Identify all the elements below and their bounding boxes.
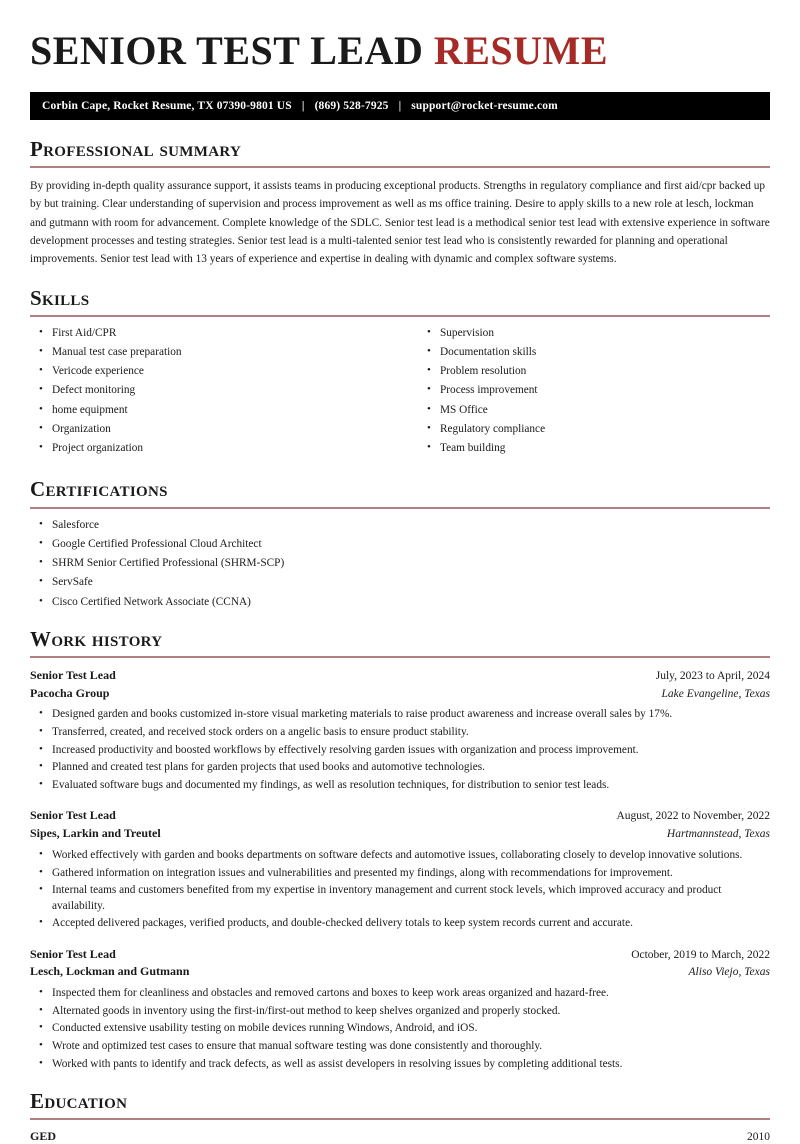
education-entry xyxy=(30,1129,770,1144)
job-location: Aliso Viejo, Texas xyxy=(688,966,770,979)
skills-list-left xyxy=(30,326,400,457)
job-company: Sipes, Larkin and Treutel xyxy=(30,826,161,841)
list-item: • Conducted extensive usability testing on mobile devices running Windows, Android, and iOS. xyxy=(30,1021,770,1036)
section-heading-certifications: Certifications xyxy=(30,477,168,502)
section-skills xyxy=(30,287,770,461)
section-professional-summary xyxy=(30,138,770,269)
list-item: • Regulatory compliance xyxy=(418,422,770,437)
list-item: • Team building xyxy=(418,441,770,456)
list-item: • Project organization xyxy=(30,441,400,456)
list-item: • Problem resolution xyxy=(418,364,770,379)
contact-phone[interactable]: (869) 528-7925 xyxy=(314,100,389,112)
list-item: • Transferred, created, and received stock orders on a angelic basis to ensure product stability. xyxy=(30,725,770,740)
job-title: Senior Test Lead xyxy=(30,808,116,823)
job-company-row xyxy=(30,963,770,981)
list-item: • Defect monitoring xyxy=(30,383,400,398)
education-degree: GED xyxy=(30,1129,57,1144)
section-heading-work-history: Work history xyxy=(30,626,163,651)
contact-separator-2: | xyxy=(398,100,402,112)
job-responsibilities xyxy=(30,986,770,1072)
certifications-list xyxy=(30,518,770,610)
job-location: Hartmannstead, Texas xyxy=(666,828,770,841)
skills-columns xyxy=(30,326,770,461)
list-item: • Planned and created test plans for garden projects that used books and automotive technologies. xyxy=(30,760,770,775)
work-history-entry xyxy=(30,807,770,931)
list-item: • Documentation skills xyxy=(418,345,770,360)
job-location: Lake Evangeline, Texas xyxy=(661,687,770,700)
job-company-row xyxy=(30,685,770,703)
list-item: • First Aid/CPR xyxy=(30,326,400,341)
job-title: Senior Test Lead xyxy=(30,946,116,961)
job-dates: July, 2023 to April, 2024 xyxy=(655,669,770,682)
section-heading-professional-summary: Professional summary xyxy=(30,137,242,161)
list-item: • Cisco Certified Network Associate (CCNA) xyxy=(30,595,770,610)
skills-column-right xyxy=(400,326,770,461)
resume-content xyxy=(0,28,800,1144)
section-education xyxy=(30,1090,770,1144)
list-item: • Organization xyxy=(30,422,400,437)
skills-list-right xyxy=(418,326,770,457)
section-divider xyxy=(30,315,770,317)
list-item: • ServSafe xyxy=(30,575,770,590)
list-item: • Inspected them for cleanliness and obstacles and removed cartons and boxes to keep work areas organized and hazard-free. xyxy=(30,986,770,1001)
job-dates: October, 2019 to March, 2022 xyxy=(631,948,770,961)
work-history-entry xyxy=(30,946,770,1073)
section-divider xyxy=(30,656,770,658)
contact-email[interactable]: support@rocket-resume.com xyxy=(411,100,558,112)
resume-page xyxy=(0,28,800,1144)
list-item: • Wrote and optimized test cases to ensure that manual software testing was done consistently and thoroughly. xyxy=(30,1039,770,1054)
list-item: • home equipment xyxy=(30,403,400,418)
section-heading-skills: Skills xyxy=(30,285,90,310)
list-item: • Google Certified Professional Cloud Architect xyxy=(30,537,770,552)
professional-summary-text: By providing in-depth quality assurance support, it assists teams in producing exceptional products. Strengths in regulatory compliance and first aid/cpr backed up by but training. Clear understanding of supervision and process improvement as well as ms office training. Desire to apply skills to a new role at lesch, lockman and gutmann with room for advancement. Complete knowledge of the SDLC. Senior test lead is a methodical senior test lead with extensive experience in software development processes and testing strategies. Senior test lead is a multi-talented senior test lead who is consistently rewarded for planning and operational improvements. Senior test lead with 13 years of experience and expertise in dealing with dynamic and complex software systems. xyxy=(30,180,770,266)
list-item: • Manual test case preparation xyxy=(30,345,400,360)
job-company-row xyxy=(30,825,770,843)
list-item: • SHRM Senior Certified Professional (SHRM-SCP) xyxy=(30,556,770,571)
job-header-row xyxy=(30,807,770,825)
job-dates: August, 2022 to November, 2022 xyxy=(616,810,770,823)
list-item: • Increased productivity and boosted workflows by effectively resolving garden issues with organization and process improvement. xyxy=(30,743,770,758)
list-item: • Accepted delivered packages, verified products, and double-checked delivery totals to keep system records current and accurate. xyxy=(30,916,770,931)
list-item: • Worked with pants to identify and track defects, as well as assist developers in resolving issues by completing additional tests. xyxy=(30,1057,770,1072)
list-item: • Process improvement xyxy=(418,383,770,398)
list-item: • MS Office xyxy=(418,403,770,418)
contact-bar xyxy=(30,92,770,120)
resume-word-accent: RESUME xyxy=(433,28,608,73)
contact-address: Corbin Cape, Rocket Resume, TX 07390-9801 US xyxy=(42,100,292,112)
job-responsibilities xyxy=(30,848,770,932)
education-year: 2010 xyxy=(747,1131,770,1144)
job-company: Pacocha Group xyxy=(30,685,110,700)
job-header-row xyxy=(30,946,770,964)
section-heading-education: Education xyxy=(30,1089,128,1114)
job-company: Lesch, Lockman and Gutmann xyxy=(30,964,190,979)
job-header-row xyxy=(30,667,770,685)
work-history-entry xyxy=(30,667,770,794)
section-divider xyxy=(30,507,770,509)
list-item: • Supervision xyxy=(418,326,770,341)
list-item: • Alternated goods in inventory using the first-in/first-out method to keep shelves organized and properly stocked. xyxy=(30,1004,770,1019)
page-title xyxy=(30,28,770,74)
list-item: • Worked effectively with garden and books departments on software defects and automotive issues, collaborating closely to develop innovative solutions. xyxy=(30,848,770,863)
skills-column-left xyxy=(30,326,400,461)
contact-separator-1: | xyxy=(301,100,305,112)
list-item: • Gathered information on integration issues and vulnerabilities and presented my findings, along with recommendations for improvement. xyxy=(30,866,770,881)
section-divider xyxy=(30,166,770,168)
section-certifications xyxy=(30,478,770,609)
job-title: Senior Test Lead xyxy=(30,667,116,682)
list-item: • Salesforce xyxy=(30,518,770,533)
job-responsibilities xyxy=(30,707,770,793)
resume-name: SENIOR TEST LEAD xyxy=(30,28,424,73)
list-item: • Internal teams and customers benefited from my expertise in inventory management and current stock levels, which improved accuracy and product availability. xyxy=(30,883,770,914)
list-item: • Designed garden and books customized in-store visual marketing materials to raise product awareness and increase overall sales by 17%. xyxy=(30,707,770,722)
list-item: • Evaluated software bugs and documented my findings, as well as resolution techniques, for distribution to senior test leads. xyxy=(30,778,770,793)
section-work-history xyxy=(30,628,770,1072)
list-item: • Vericode experience xyxy=(30,364,400,379)
section-divider xyxy=(30,1118,770,1120)
